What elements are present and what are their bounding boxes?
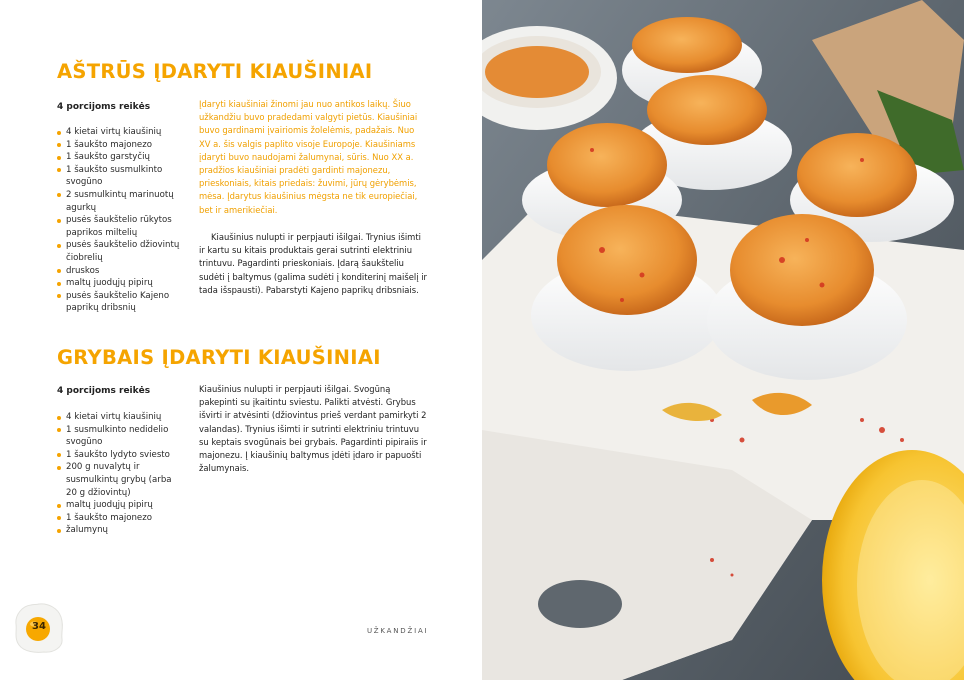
recipe1-method-text: Kiaušinius nulupti ir perpjauti išilgai. Trynius išimti ir kartu su kitais produktais gerai sutrinti elektriniu trintuvu. Pagardinti prieskoniais. Įdarą šaukšteliu sudėti į baltymus (galima sudėti į konditerinį maišelį ir tada išspausti). Pabarstyti Kajeno paprikų dribsniais. — [199, 232, 427, 295]
recipe1-history-text: Įdaryti kiaušiniai žinomi jau nuo antikos laikų. Šiuo užkandžiu buvo pradedami valgyti pietūs. Kiaušiniai buvo gardinami įvairiomis žolelėmis, padažais. Nuo XV a. šis valgis paplito visoje Europoje. Kiaušiniams įdaryti buvo naudojami žalumynai, sūris. Nuo XX a. pradžios kiaušiniai pradėti gardinti majonezu, prieskoniais, kitais priedais: žuvimi, jūrų gėrybėmis, mėsa. Įdarytus kiaušinius mėgsta ne tik europiečiai, bet ir amerikiečiai. — [199, 99, 418, 215]
page-number: 34 — [32, 621, 46, 632]
ingredient-item: 1 šaukšto majonezo — [57, 512, 182, 525]
recipe2-servings: 4 porcijoms reikės — [57, 386, 151, 396]
deviled-eggs-illustration — [482, 0, 964, 680]
ingredient-item: žalumynų — [57, 524, 182, 537]
ingredient-item: 1 šaukšto garstyčių — [57, 151, 182, 164]
recipe2-ingredient-list — [57, 411, 182, 537]
ingredient-item: 4 kietai virtų kiaušinių — [57, 126, 182, 139]
ingredient-item: 2 susmulkintų marinuotų agurkų — [57, 189, 182, 214]
ingredient-item: pusės šaukštelio džiovintų čiobrelių — [57, 239, 182, 264]
ingredient-item: 1 susmulkinto nedidelio svogūno — [57, 424, 182, 449]
recipe1-ingredient-list — [57, 126, 182, 315]
recipe2-method-text: Kiaušinius nulupti ir perpjauti išilgai. Svogūną pakepinti su įkaitintu sviestu. Palikti atvėsti. Grybus išvirti ir atvėsinti (džiovintus prieš verdant pamirkyti 2 valandas). Trynius išimti ir sutrinti elektriniu trintuvu su keptais svogūnais bei grybais. Pagardinti pipiraiis ir majonezu. Į kiaušinių baltymus įdėti įdaro ir papuošti žalumynais. — [199, 384, 427, 474]
ingredient-item: maltų juodųjų pipirų — [57, 277, 182, 290]
ingredient-item: 1 šaukšto majonezo — [57, 139, 182, 152]
ingredient-item: 4 kietai virtų kiaušinių — [57, 411, 182, 424]
ingredient-item: 1 šaukšto lydyto sviesto — [57, 449, 182, 462]
recipe2-title: GRYBAIS ĮDARYTI KIAUŠINIAI — [57, 346, 381, 369]
ingredient-item: pusės šaukštelio Kajeno paprikų dribsnių — [57, 290, 182, 315]
ingredient-item: pusės šaukštelio rūkytos paprikos miltelių — [57, 214, 182, 239]
deviled-eggs-photo — [482, 0, 964, 680]
section-name: UŽKANDŽIAI — [367, 627, 429, 635]
ingredient-item: druskos — [57, 265, 182, 278]
ingredient-item: 1 šaukšto susmulkinto svogūno — [57, 164, 182, 189]
ingredient-item: maltų juodųjų pipirų — [57, 499, 182, 512]
ingredient-item: 200 g nuvalytų ir susmulkintų grybų (arba 20 g džiovintų) — [57, 461, 182, 499]
recipe1-title: AŠTRŪS ĮDARYTI KIAUŠINIAI — [57, 60, 373, 83]
recipe1-servings: 4 porcijoms reikės — [57, 102, 151, 112]
